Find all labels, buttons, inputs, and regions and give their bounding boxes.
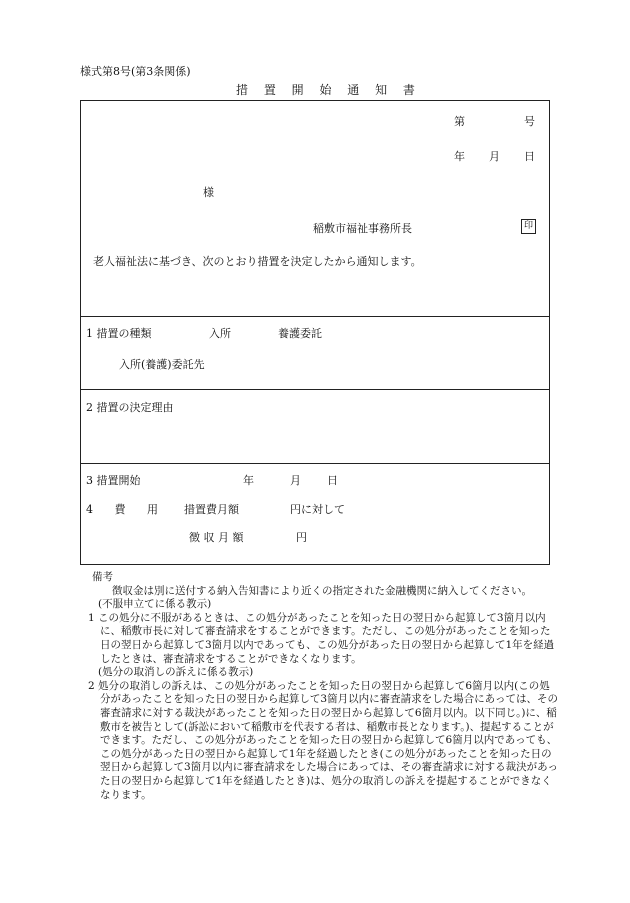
fee-monthly-unit: 円に対して (290, 503, 345, 516)
start-day: 日 (327, 474, 338, 487)
notice-form-box (80, 100, 550, 565)
fee-monthly-label: 措置費月額 (184, 503, 239, 516)
addressee-suffix: 様 (203, 186, 214, 199)
start-month: 月 (290, 474, 301, 487)
option-care-consignment: 養護委託 (278, 327, 322, 340)
date-month: 月 (489, 150, 500, 163)
divider-2 (81, 389, 549, 390)
destination-label: 入所(養護)委託先 (119, 358, 205, 371)
objection-text: 1 この処分に不服があるときは、この処分があったことを知った日の翌日から起算して3箇月以内に、稲敷市長に対して審査請求をすることができます。ただし、この処分があったことを知った日の翌日から起算して3箇月以内であっても、この処分があった日の翌日から起算して1年を経過したときは、審査請求をすることができなくなります。 (88, 611, 555, 665)
notes-section (88, 571, 558, 802)
revocation-text: 2 処分の取消しの訴えは、この処分があったことを知った日の翌日から起算して6箇月以内(この処分があったことを知った日の翌日から起算して3箇月以内に審査請求をした場合にあっては、その審査請求に対する裁決があったことを知った日の翌日から起算して6箇月以内。以下同じ。)に、稲敷市を被告として(訴訟において稲敷市を代表する者は、稲敷市長となります。)、提起することができます。ただし、この処分があったことを知った日の翌日から起算して6箇月以内であっても、この処分があった日の翌日から起算して1年を経過したとき(この処分があったことを知った日の翌日から起算して3箇月以内に審査請求をした場合にあっては、その審査請求に対する裁決があった日の翌日から起算して1年を経過したとき)は、処分の取消しの訴えを提起することができなくなります。 (88, 679, 558, 801)
start-year: 年 (243, 474, 254, 487)
divider-1 (81, 316, 549, 317)
section3-label: 3 措置開始 (86, 474, 141, 487)
notes-heading: 備考 (92, 571, 113, 583)
collection-unit: 円 (296, 531, 307, 544)
option-admission: 入所 (209, 327, 231, 340)
issuer-name: 稲敷市福祉事務所長 (313, 222, 412, 235)
divider-3 (81, 463, 549, 464)
number-suffix: 号 (524, 115, 535, 128)
notice-body-text: 老人福祉法に基づき、次のとおり措置を決定したから通知します。 (93, 255, 422, 268)
document-title: 措 置 開 始 通 知 書 (236, 83, 421, 97)
collection-label: 徴 収 月 額 (189, 531, 244, 544)
seal-mark: 印 (521, 219, 536, 234)
revocation-heading: (処分の取消しの訴えに係る教示) (98, 666, 254, 679)
number-prefix: 第 (454, 115, 465, 128)
date-year: 年 (454, 150, 465, 163)
notes-remark: 徴収金は別に送付する納入告知書により近くの指定された金融機関に納入してください。 (112, 584, 532, 597)
date-day: 日 (524, 150, 535, 163)
section2-label: 2 措置の決定理由 (86, 401, 174, 414)
section1-label: 1 措置の種類 (86, 327, 152, 340)
form-number: 様式第8号(第3条関係) (80, 65, 191, 78)
fee-label: 4 費 用 (86, 503, 158, 516)
objection-heading: (不服申立てに係る教示) (98, 598, 212, 611)
